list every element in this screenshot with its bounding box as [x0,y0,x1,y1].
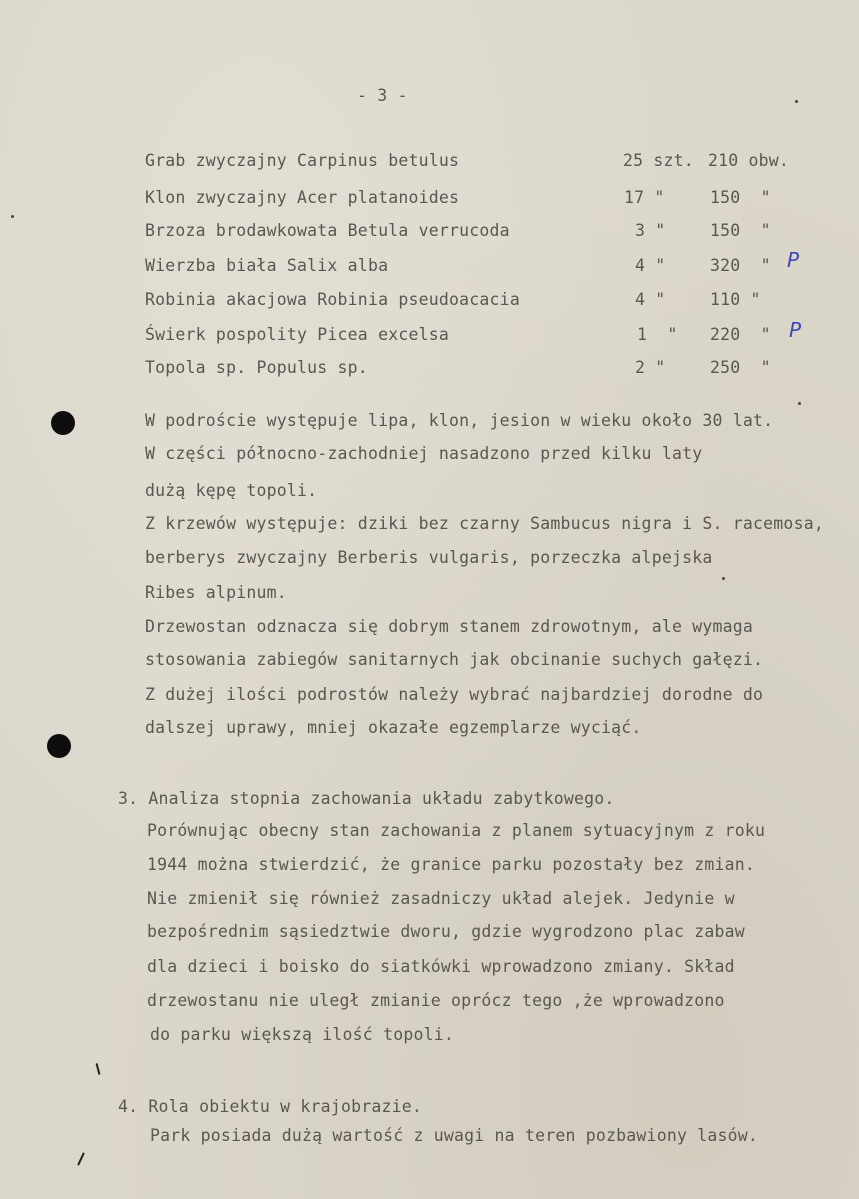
tree-name: Grab zwyczajny Carpinus betulus [145,151,460,170]
text-line: W części północno-zachodniej nasadzono przed kilku laty [145,444,703,463]
margin-mark-2 [77,1152,85,1166]
tree-name: Klon zwyczajny Acer platanoides [145,188,460,207]
tree-circumference: 150 " [710,188,771,207]
tree-circumference: 320 " [710,256,771,275]
text-line: W podroście występuje lipa, klon, jesion w wieku około 30 lat. [145,411,774,430]
tree-count: 3 " [635,221,666,240]
text-line: dalszej uprawy, mniej okazałe egzemplarze wyciąć. [145,718,642,737]
text-line: do parku większą ilość topoli. [150,1025,455,1044]
text-line: 1944 można stwierdzić, że granice parku pozostały bez zmian. [147,855,756,874]
speck-2 [798,402,801,405]
punch-hole-bottom [47,734,71,758]
speck-3 [11,215,14,218]
text-line: Ribes alpinum. [145,583,287,602]
text-line: Nie zmienił się również zasadniczy układ alejek. Jedynie w [147,889,735,908]
tree-count: 4 " [635,256,666,275]
text-line: stosowania zabiegów sanitarnych jak obcinanie suchych gałęzi. [145,650,764,669]
text-line: Drzewostan odznacza się dobrym stanem zdrowotnym, ale wymaga [145,617,754,636]
text-line: Park posiada dużą wartość z uwagi na teren pozbawiony lasów. [150,1126,759,1145]
tree-name: Brzoza brodawkowata Betula verrucoda [145,221,510,240]
tree-count: 25 szt. [623,151,694,170]
tree-circumference: 210 obw. [708,151,790,170]
text-line: dużą kępę topoli. [145,481,318,500]
text-line: bezpośrednim sąsiedztwie dworu, gdzie wygrodzono plac zabaw [147,922,745,941]
page-number: - 3 - [357,86,408,105]
tree-name: Topola sp. Populus sp. [145,358,368,377]
section-heading: 4. Rola obiektu w krajobrazie. [118,1097,423,1116]
speck-1 [795,100,798,103]
tree-count: 2 " [635,358,666,377]
tree-count: 17 " [624,188,665,207]
section-heading: 3. Analiza stopnia zachowania układu zabytkowego. [118,789,615,808]
handwritten-mark: P [789,318,802,342]
tree-name: Wierzba biała Salix alba [145,256,389,275]
tree-circumference: 220 " [710,325,771,344]
text-line: berberys zwyczajny Berberis vulgaris, porzeczka alpejska [145,548,713,567]
margin-mark-1 [95,1063,100,1075]
speck-4 [722,577,725,580]
text-line: drzewostanu nie uległ zmianie oprócz tego ,że wprowadzono [147,991,725,1010]
tree-name: Robinia akacjowa Robinia pseudoacacia [145,290,520,309]
tree-circumference: 110 " [710,290,761,309]
handwritten-mark: P [787,248,800,272]
tree-count: 4 " [635,290,666,309]
tree-name: Świerk pospolity Picea excelsa [145,325,450,344]
tree-circumference: 150 " [710,221,771,240]
punch-hole-top [51,411,75,435]
tree-count: 1 " [637,325,678,344]
tree-circumference: 250 " [710,358,771,377]
text-line: Z krzewów występuje: dziki bez czarny Sambucus nigra i S. racemosa, [145,514,824,533]
text-line: Porównując obecny stan zachowania z planem sytuacyjnym z roku [147,821,766,840]
text-line: Z dużej ilości podrostów należy wybrać najbardziej dorodne do [145,685,764,704]
text-line: dla dzieci i boisko do siatkówki wprowadzono zmiany. Skład [147,957,735,976]
